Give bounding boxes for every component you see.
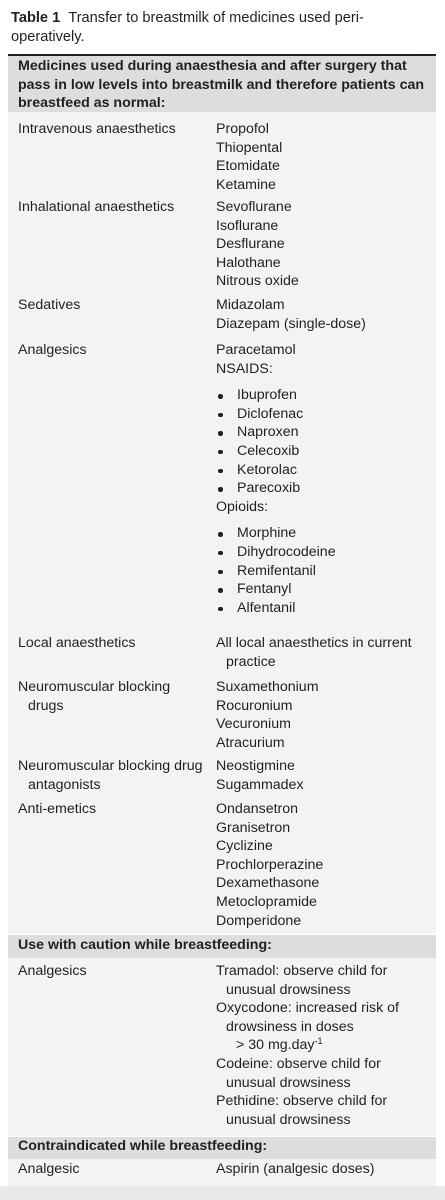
medicine-item: Sevoflurane bbox=[216, 199, 292, 215]
table-label: Table 1 bbox=[11, 10, 61, 26]
list-item: Parecoxib bbox=[216, 479, 431, 498]
medicine-item: Granisetron bbox=[216, 819, 291, 836]
row-medicines bbox=[216, 757, 431, 794]
medicine-item: Metoclopramide bbox=[216, 893, 317, 910]
dose-exponent: -1 bbox=[314, 1036, 323, 1047]
medicine-item: Ondansetron bbox=[216, 801, 299, 817]
medicine-item: Etomidate bbox=[216, 158, 280, 175]
row-medicines bbox=[216, 120, 431, 194]
medicine-item: Atracurium bbox=[216, 734, 285, 751]
medicine-item: Paracetamol bbox=[216, 342, 296, 358]
section-header-normal bbox=[8, 56, 436, 112]
medicine-item: Suxamethonium bbox=[216, 679, 319, 695]
medicine-item: Tramadol: observe child for unusual drowsiness bbox=[216, 963, 388, 998]
row-category: Analgesics bbox=[18, 342, 87, 358]
section-header-contraindicated-text: Contraindicated while breastfeeding: bbox=[18, 1138, 268, 1154]
medicine-item-text: Oxycodone: increased risk of drowsiness in doses bbox=[216, 1000, 399, 1035]
row-category: Intravenous anaesthetics bbox=[18, 121, 176, 137]
row-category: Local anaesthetics bbox=[18, 635, 136, 651]
row-medicines bbox=[216, 341, 431, 617]
row-medicines bbox=[216, 296, 431, 333]
medicine-item: Thiopental bbox=[216, 139, 283, 156]
row-category: Neuromuscular blocking drug antagonists bbox=[18, 758, 203, 793]
medicine-item: Isoflurane bbox=[216, 217, 279, 234]
row-medicines bbox=[216, 634, 431, 671]
medicine-item: Nitrous oxide bbox=[216, 273, 299, 290]
nsaids-label: NSAIDS: bbox=[216, 360, 273, 377]
list-item: Diclofenac bbox=[216, 405, 431, 424]
medicine-item: Cyclizine bbox=[216, 838, 273, 855]
row-category: Analgesic bbox=[18, 1161, 80, 1177]
row-category: Inhalational anaesthetics bbox=[18, 199, 175, 215]
row-category: Neuromuscular blocking drugs bbox=[18, 679, 171, 714]
list-item: Ketorolac bbox=[216, 461, 431, 480]
list-item: Celecoxib bbox=[216, 442, 431, 461]
dose-threshold: > 30 mg.day bbox=[236, 1037, 315, 1054]
row-category: Sedatives bbox=[18, 297, 81, 313]
medicine-item: Desflurane bbox=[216, 236, 285, 253]
medicine-item: Vecuronium bbox=[216, 716, 291, 733]
row-medicines bbox=[216, 800, 431, 930]
medicine-item: Domperidone bbox=[216, 912, 302, 929]
opioids-label: Opioids: bbox=[216, 498, 269, 515]
row-medicines bbox=[216, 1160, 431, 1179]
medicine-item: Rocuronium bbox=[216, 697, 293, 714]
medicine-item: Midazolam bbox=[216, 297, 285, 313]
list-item: Ibuprofen bbox=[216, 386, 431, 405]
section-body-normal bbox=[8, 112, 436, 934]
list-item: Remifentanil bbox=[216, 562, 431, 581]
medicine-item: Pethidine: observe child for unusual drowsiness bbox=[216, 1093, 388, 1128]
medicine-item: Codeine: observe child for unusual drowsiness bbox=[216, 1055, 381, 1091]
medicine-item bbox=[216, 999, 431, 1055]
medicine-item: Neostigmine bbox=[216, 758, 295, 774]
section-header-contraindicated bbox=[8, 1137, 436, 1159]
section-header-caution bbox=[8, 935, 436, 958]
section-header-normal-text: Medicines used during anaesthesia and after surgery that pass in low levels into breastmilk and therefore patients can breastfeed as normal: bbox=[18, 58, 425, 112]
medicine-item: Halothane bbox=[216, 254, 281, 271]
medicine-item: All local anaesthetics in current practice bbox=[216, 635, 412, 670]
medicine-item: Aspirin (analgesic doses) bbox=[216, 1161, 375, 1177]
table-caption bbox=[11, 9, 435, 47]
list-item: Naproxen bbox=[216, 423, 431, 442]
section-body-contraindicated bbox=[8, 1159, 436, 1186]
list-item: Dihydrocodeine bbox=[216, 543, 431, 562]
row-medicines bbox=[216, 678, 431, 752]
list-item: Alfentanil bbox=[216, 599, 431, 618]
list-item: Fentanyl bbox=[216, 580, 431, 599]
row-category: Anti-emetics bbox=[18, 801, 97, 817]
opioids-list bbox=[216, 524, 431, 617]
medicine-item: Sugammadex bbox=[216, 776, 304, 793]
nsaids-list bbox=[216, 386, 431, 498]
row-category: Analgesics bbox=[18, 963, 87, 979]
row-medicines bbox=[216, 962, 431, 1129]
table-title: Transfer to breastmilk of medicines used peri-operatively. bbox=[11, 10, 364, 45]
bottom-edge bbox=[0, 1186, 445, 1200]
medicine-item: Ketamine bbox=[216, 176, 276, 193]
medicine-item: Propofol bbox=[216, 121, 269, 137]
medicine-item: Prochlorperazine bbox=[216, 856, 324, 873]
row-medicines bbox=[216, 198, 431, 291]
medicine-item: Diazepam (single-dose) bbox=[216, 315, 366, 332]
list-item: Morphine bbox=[216, 524, 431, 543]
medicine-item: Dexamethasone bbox=[216, 875, 320, 892]
section-header-caution-text: Use with caution while breastfeeding: bbox=[18, 937, 272, 953]
section-body-caution bbox=[8, 958, 436, 1136]
